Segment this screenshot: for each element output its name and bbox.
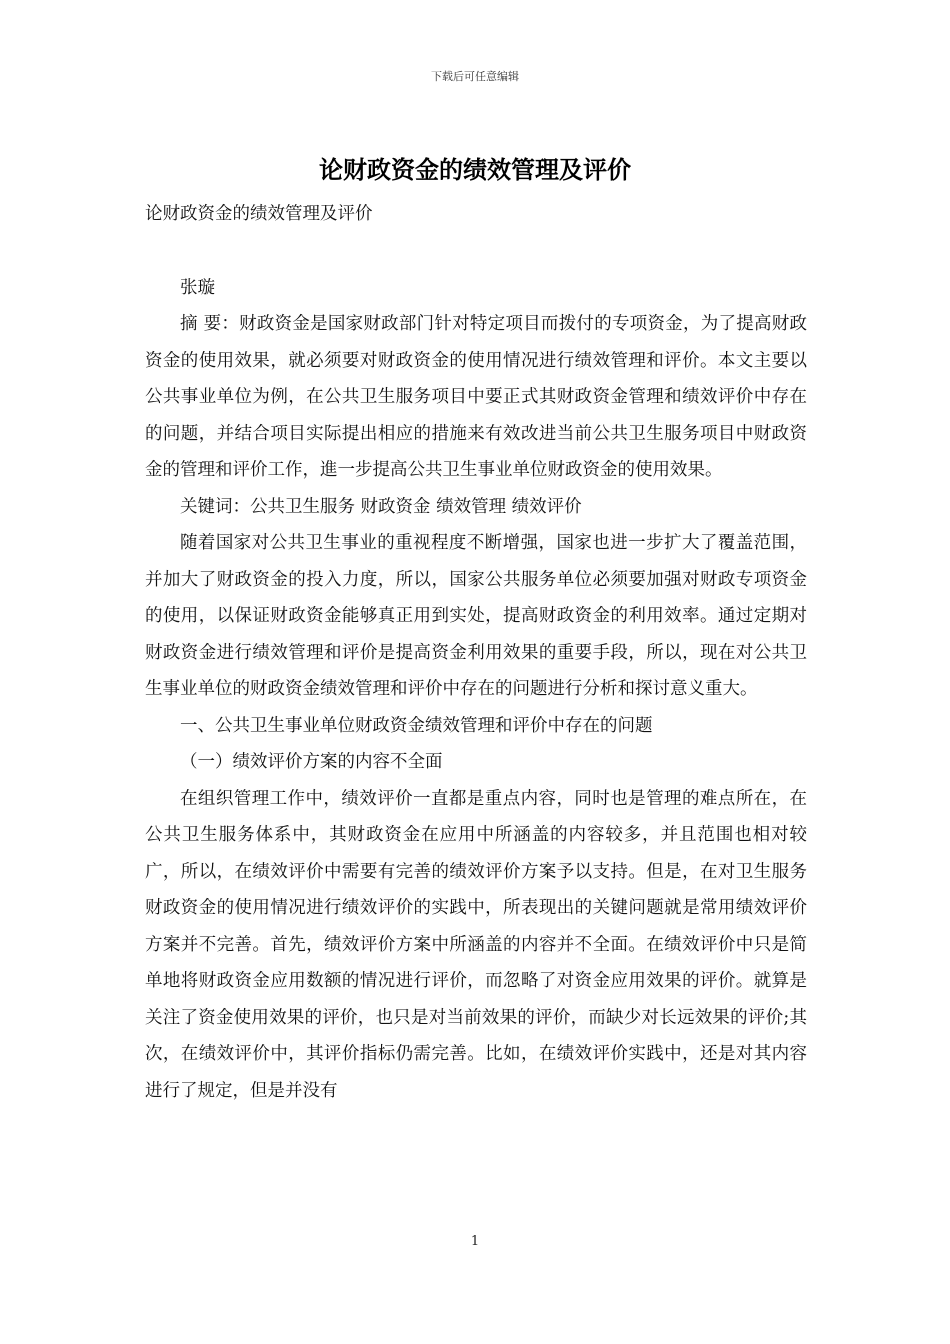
subsection-heading: （一）绩效评价方案的内容不全面 xyxy=(180,752,443,772)
intro-paragraph: 随着国家对公共卫生事业的重视程度不断增强，国家也进一步扩大了覆盖范围，并加大了财政资金的投入力度，所以，国家公共服务单位必须要加强对财政专项资金的使用，以保证财政资金能够真正用到实处，提高财政资金的利用效率。通过定期对财政资金进行绩效管理和评价是提高资金利用效果的重要手段，所以，现在对公共卫生事业单位的财政资金绩效管理和评价中存在的问题进行分析和探讨意义重大。 xyxy=(145,533,807,699)
subtitle-text: 论财政资金的绩效管理及评价 xyxy=(145,204,373,224)
section-heading: 一、公共卫生事业单位财政资金绩效管理和评价中存在的问题 xyxy=(180,715,653,736)
body-paragraph: 在组织管理工作中，绩效评价一直都是重点内容，同时也是管理的难点所在，在公共卫生服务体系中，其财政资金在应用中所涵盖的内容较多，并且范围也相对较广，所以，在绩效评价中需要有完善的绩效评价方案予以支持。但是，在对卫生服务财政资金的使用情况进行绩效评价的实践中，所表现出的关键问题就是常用绩效评价方案并不完善。首先，绩效评价方案中所涵盖的内容并不全面。在绩效评价中只是简单地将财政资金应用数额的情况进行评价，而忽略了对资金应用效果的评价。就算是关注了资金使用效果的评价，也只是对当前效果的评价，而缺少对长远效果的评价;其次，在绩效评价中，其评价指标仍需完善。比如，在绩效评价实践中，还是对其内容进行了规定，但是并没有 xyxy=(145,788,807,1101)
document-subtitle xyxy=(145,196,807,233)
document-title: 论财政资金的绩效管理及评价 xyxy=(319,155,631,184)
document-body xyxy=(145,306,807,1109)
page-number: 1 xyxy=(470,1234,480,1249)
author-name: 张璇 xyxy=(180,278,215,298)
header-note: 下载后可任意编辑 xyxy=(431,70,519,83)
author-block xyxy=(145,270,807,307)
abstract-paragraph: 摘 要：财政资金是国家财政部门针对特定项目而拨付的专项资金，为了提高财政资金的使用效果，就必须要对财政资金的使用情况进行绩效管理和评价。本文主要以公共事业单位为例，在公共卫生服务项目中要正式其财政资金管理和绩效评价中存在的问题，并结合项目实际提出相应的措施来有效改进当前公共卫生服务项目中财政资金的管理和评价工作，進一步提高公共卫生事业单位财政资金的使用效果。 xyxy=(145,314,807,480)
keywords-line: 关键词：公共卫生服务 财政资金 绩效管理 绩效评价 xyxy=(180,496,582,517)
